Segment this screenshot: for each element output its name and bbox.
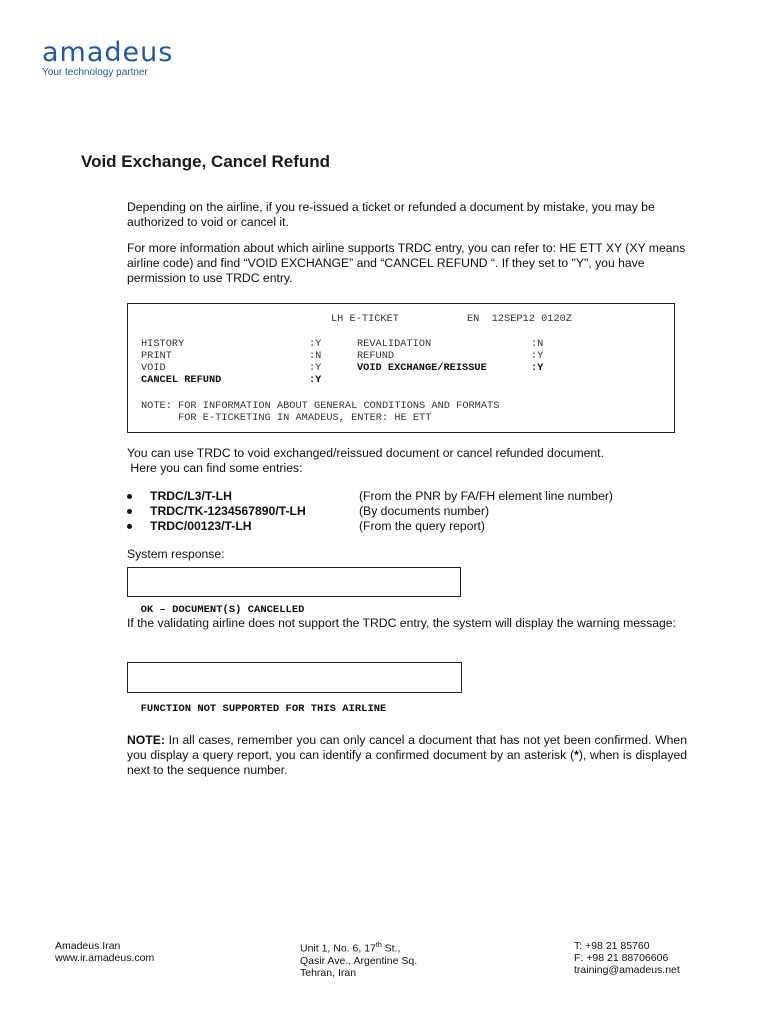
usage-line-1: You can use TRDC to void exchanged/reissued document or cancel refunded document. [127, 446, 604, 460]
note-label: NOTE: [127, 733, 165, 747]
response-ok-text: OK – DOCUMENT(S) CANCELLED [140, 604, 305, 616]
bullet-icon [127, 494, 132, 499]
company-website: www.ir.amadeus.com [55, 952, 155, 964]
list-item [127, 504, 687, 519]
logo-tagline: Your technology partner [42, 67, 148, 78]
fax-number: F: +98 21 88706606 [574, 952, 669, 964]
footer-company [55, 940, 154, 964]
address-line-1: Unit 1, No. 6, 17th St., [300, 942, 401, 955]
terminal-note-line-1: NOTE: FOR INFORMATION ABOUT GENERAL CONDITIONS AND FORMATS [141, 400, 500, 412]
system-response-label: System response: [127, 547, 225, 561]
bullet-icon [127, 509, 132, 514]
note-paragraph [127, 733, 687, 778]
cancel-refund-value: :Y [309, 374, 322, 386]
terminal-note-line-2: FOR E-TICKETING IN AMADEUS, ENTER: HE ETT [141, 412, 432, 424]
usage-line-2: Here you can find some entries: [127, 461, 303, 475]
amadeus-logo [42, 38, 173, 79]
terminal-display [127, 303, 675, 433]
address-line-3: Tehran, Iran [300, 966, 357, 979]
entry-description: (From the PNR by FA/FH element line number) [359, 489, 613, 503]
contact-email: training@amadeus.net [574, 964, 680, 976]
response-warning-box [127, 662, 462, 715]
cancel-refund-label: CANCEL REFUND [141, 374, 222, 386]
entries-list [127, 489, 687, 534]
intro-paragraph-1: Depending on the airline, if you re-issued a ticket or refunded a document by mistake, you may be authorized to void or cancel it. [127, 200, 655, 229]
bullet-icon [127, 524, 132, 529]
entry-code: TRDC/L3/T-LH [150, 489, 232, 503]
revalidation-value: :N [531, 338, 544, 350]
terminal-header: LH E-TICKET EN 12SEP12 0120Z [331, 313, 572, 325]
void-exchange-label: VOID EXCHANGE/REISSUE [357, 362, 487, 374]
note-text: In all cases, remember you can only cancel a document that has not yet been confirmed. When you display a query report, you can identify a confirmed document by an asterisk ( [127, 733, 687, 762]
response-ok-box [127, 567, 461, 616]
intro-paragraph-2: For more information about which airline supports TRDC entry, you can refer to: HE ETT XY (XY means airline code) and find “VOID EXCHANGE” and “CANCEL REFUND “. If they set to "Y", you have permission to use TRDC entry. [127, 241, 686, 285]
warning-paragraph: If the validating airline does not support the TRDC entry, the system will display the warning message: [127, 616, 676, 630]
footer-contact [574, 940, 680, 976]
refund-label: REFUND [357, 350, 395, 362]
list-item [127, 519, 687, 534]
void-exchange-value: :Y [531, 362, 544, 374]
entry-code: TRDC/TK-1234567890/T-LH [150, 504, 306, 518]
void-label: VOID [141, 362, 166, 374]
note-text-end: ), when is displayed next to the sequence number. [127, 748, 687, 777]
response-warning-text: FUNCTION NOT SUPPORTED FOR THIS AIRLINE [140, 703, 387, 715]
footer-address [300, 940, 417, 979]
logo-wordmark: amadeus [42, 37, 174, 68]
history-label: HISTORY [141, 338, 185, 350]
usage-text [127, 446, 687, 476]
address-line-2: Qasir Ave., Argentine Sq. [300, 954, 418, 967]
entry-description: (By documents number) [359, 504, 490, 518]
void-value: :Y [309, 362, 322, 374]
page-title: Void Exchange, Cancel Refund [81, 152, 331, 171]
entry-code: TRDC/00123/T-LH [150, 519, 252, 533]
print-label: PRINT [141, 350, 172, 362]
list-item [127, 489, 687, 504]
phone-number: T: +98 21 85760 [574, 940, 650, 952]
history-value: :Y [309, 338, 322, 350]
entry-description: (From the query report) [359, 519, 485, 533]
asterisk-symbol: * [574, 748, 579, 762]
revalidation-label: REVALIDATION [357, 338, 432, 350]
refund-value: :Y [531, 350, 544, 362]
print-value: :N [309, 350, 322, 362]
company-name: Amadeus Iran [55, 940, 121, 952]
